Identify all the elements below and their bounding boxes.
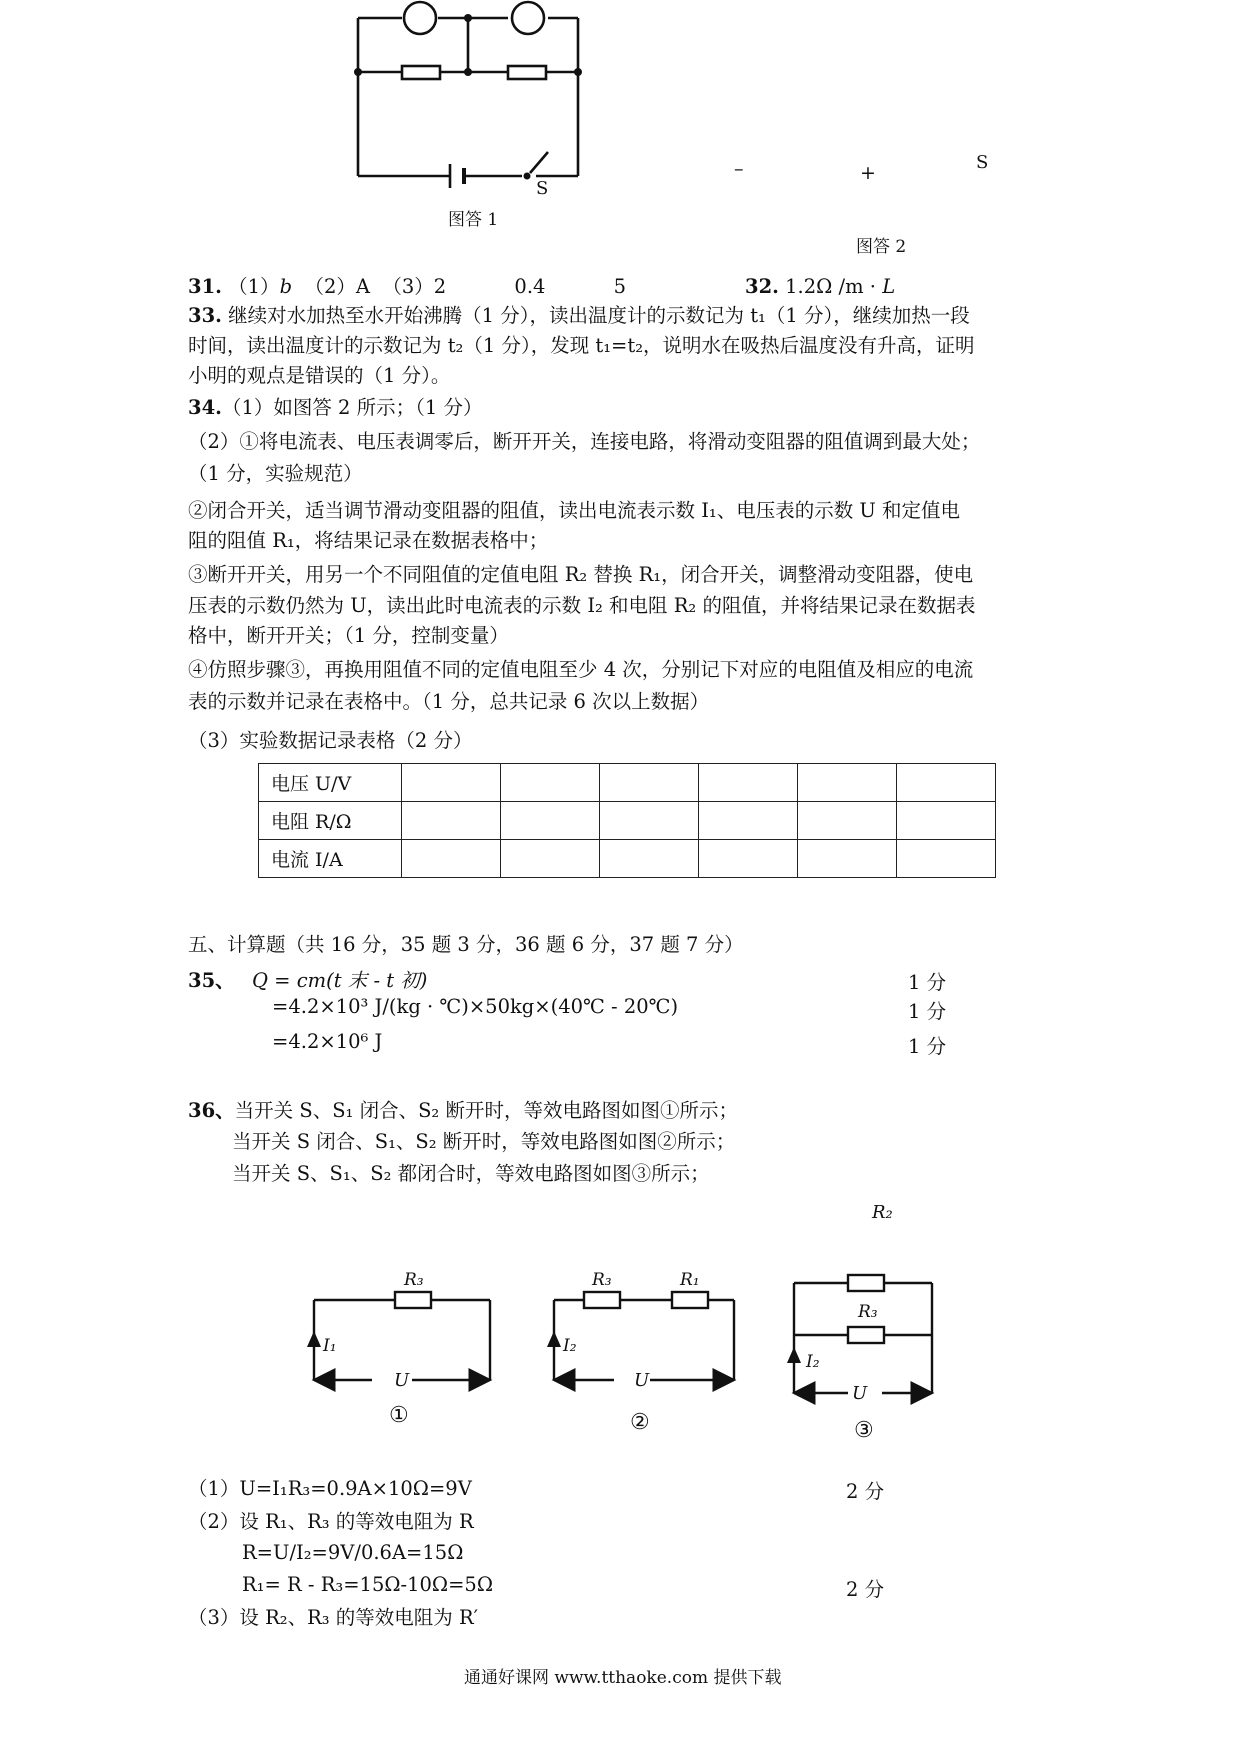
q35-line-2: =4.2×10³ J/(kg · ℃)×50kg×(40℃ - 20℃) xyxy=(272,995,679,1018)
q31-answer5: 5 xyxy=(613,275,627,298)
q36-score-1: 2 分 xyxy=(846,1480,885,1503)
q31-answer3: 2 xyxy=(433,275,447,298)
q32-answer: 1.2Ω /m · xyxy=(785,275,883,298)
q34-step-line-4: 阻的阻值 R₁，将结果记录在数据表格中； xyxy=(188,529,549,552)
question-32: 32. 1.2Ω /m · L xyxy=(745,275,896,298)
figure-2-caption: 图答 2 xyxy=(856,237,907,257)
figure-1-caption: 图答 1 xyxy=(448,210,499,230)
diagram1-label-u: U xyxy=(394,1370,410,1391)
q36-solution-2: （2）设 R₁、R₃ 的等效电阻为 R xyxy=(188,1510,474,1533)
section-5-title: 五、计算题（共 16 分，35 题 3 分，36 题 6 分，37 题 7 分） xyxy=(188,933,744,956)
figure-2-minus: – xyxy=(734,158,744,180)
table-row-header: 电压 U/V xyxy=(259,764,402,802)
q35-score-1: 1 分 xyxy=(908,971,947,994)
diagram1-caption: ① xyxy=(389,1403,409,1428)
q34-step-line-8: ④仿照步骤③，再换用阻值不同的定值电阻至少 4 次，分别记下对应的电阻值及相应的电流 xyxy=(188,658,974,681)
q35-score-2: 1 分 xyxy=(908,1000,947,1023)
diagram3-label-i2: I₂ xyxy=(806,1352,820,1372)
q35-number: 35、 xyxy=(188,969,235,992)
figure-1-switch-label: S xyxy=(536,178,549,199)
table-row xyxy=(259,840,996,878)
diagram3-caption: ③ xyxy=(854,1418,874,1443)
q36-number: 36、 xyxy=(188,1099,235,1122)
table-row-header: 电阻 R/Ω xyxy=(259,802,402,840)
q35-score-3: 1 分 xyxy=(908,1035,947,1058)
q34-step-line-5: ③断开开关，用另一个不同阻值的定值电阻 R₂ 替换 R₁，闭合开关，调整滑动变阻器，使电 xyxy=(188,563,974,586)
q34-step-line-2: （1 分，实验规范） xyxy=(188,462,363,485)
q33-text-1: 继续对水加热至水开始沸腾（1 分），读出温度计的示数记为 t₁（1 分），继续加热一段 xyxy=(228,304,970,327)
q36-solution-4: R₁= R - R₃=15Ω-10Ω=5Ω xyxy=(242,1573,494,1596)
q31-answer2: A xyxy=(355,275,370,298)
q34-step-line-7: 格中，断开开关；（1 分，控制变量） xyxy=(188,624,509,647)
diagram3-label-u: U xyxy=(852,1383,868,1404)
q36-solution-3: R=U/I₂=9V/0.6A=15Ω xyxy=(242,1541,464,1564)
q31-answer1: b xyxy=(279,275,293,298)
q36-text-1: 当开关 S、S₁ 闭合、S₂ 断开时，等效电路图如图①所示； xyxy=(234,1099,738,1122)
q31-answer4: 0.4 xyxy=(514,275,546,298)
question-31: 31. （1）b （2）A （3）2 0.4 5 xyxy=(188,275,627,298)
diagram3-label-r2: R₂ xyxy=(872,1202,893,1223)
figure-1-circuit xyxy=(340,0,600,230)
figure-2-plus: + xyxy=(860,162,876,184)
q34-step-line-1: （2）①将电流表、电压表调零后，断开开关，连接电路，将滑动变阻器的阻值调到最大处； xyxy=(188,430,981,453)
figure-2-switch: S xyxy=(976,152,989,173)
diagram1-label-r3: R₃ xyxy=(404,1270,424,1290)
q34-part1-text: （1）如图答 2 所示；（1 分） xyxy=(221,396,483,419)
footer-download-notice: 通通好课网 www.tthaoke.com 提供下载 xyxy=(464,1668,782,1688)
q31-part1: （1） xyxy=(228,275,280,298)
q32-number: 32 xyxy=(745,275,773,298)
diagram2-label-r3: R₃ xyxy=(592,1270,612,1290)
q36-score-2: 2 分 xyxy=(846,1578,885,1601)
q34-part3: （3）实验数据记录表格（2 分） xyxy=(188,729,473,752)
q32-var: L xyxy=(882,275,896,298)
table-row xyxy=(259,802,996,840)
table-row xyxy=(259,764,996,802)
q36-solution-1: （1）U=I₁R₃=0.9A×10Ω=9V xyxy=(188,1477,472,1500)
q34-step-line-6: 压表的示数仍然为 U，读出此时电流表的示数 I₂ 和电阻 R₂ 的阻值，并将结果记录在数据表 xyxy=(188,594,976,617)
q33-number: 33 xyxy=(188,304,216,327)
table-row-header: 电流 I/A xyxy=(259,840,402,878)
q33-line-1: 33. 继续对水加热至水开始沸腾（1 分），读出温度计的示数记为 t₁（1 分），继续加热一段 xyxy=(188,304,970,327)
q31-part2: （2） xyxy=(304,275,356,298)
diagram1-label-i1: I₁ xyxy=(323,1336,337,1356)
diagram2-label-r1: R₁ xyxy=(680,1270,700,1290)
q31-number: 31 xyxy=(188,275,216,298)
q34-step-line-3: ②闭合开关，适当调节滑动变阻器的阻值，读出电流表示数 I₁、电压表的示数 U 和定值电 xyxy=(188,499,961,522)
q34-number: 34 xyxy=(188,396,216,419)
q33-line-3: 小明的观点是错误的（1 分）。 xyxy=(188,364,451,387)
diagram2-caption: ② xyxy=(630,1410,650,1435)
q35-line-3: =4.2×10⁶ J xyxy=(272,1030,383,1053)
data-record-table xyxy=(258,763,996,878)
q34-part1: 34.（1）如图答 2 所示；（1 分） xyxy=(188,396,483,419)
q31-part3: （3） xyxy=(382,275,434,298)
q36-solution-5: （3）设 R₂、R₃ 的等效电阻为 R′ xyxy=(188,1606,479,1629)
q36-line-2: 当开关 S 闭合、S₁、S₂ 断开时，等效电路图如图②所示； xyxy=(232,1130,736,1153)
diagram2-label-u: U xyxy=(634,1370,650,1391)
diagram3-label-r3: R₃ xyxy=(858,1302,878,1322)
q36-line-1 xyxy=(188,1097,738,1125)
q33-line-2: 时间，读出温度计的示数记为 t₂（1 分），发现 t₁=t₂，说明水在吸热后温度没有升高，证明 xyxy=(188,334,975,357)
q34-step-line-9: 表的示数并记录在表格中。（1 分，总共记录 6 次以上数据） xyxy=(188,690,710,713)
q35-line-1: Q = cm(t 末 - t 初) xyxy=(252,969,428,992)
q36-line-3: 当开关 S、S₁、S₂ 都闭合时，等效电路图如图③所示； xyxy=(232,1162,710,1185)
diagram2-label-i2: I₂ xyxy=(563,1336,577,1356)
